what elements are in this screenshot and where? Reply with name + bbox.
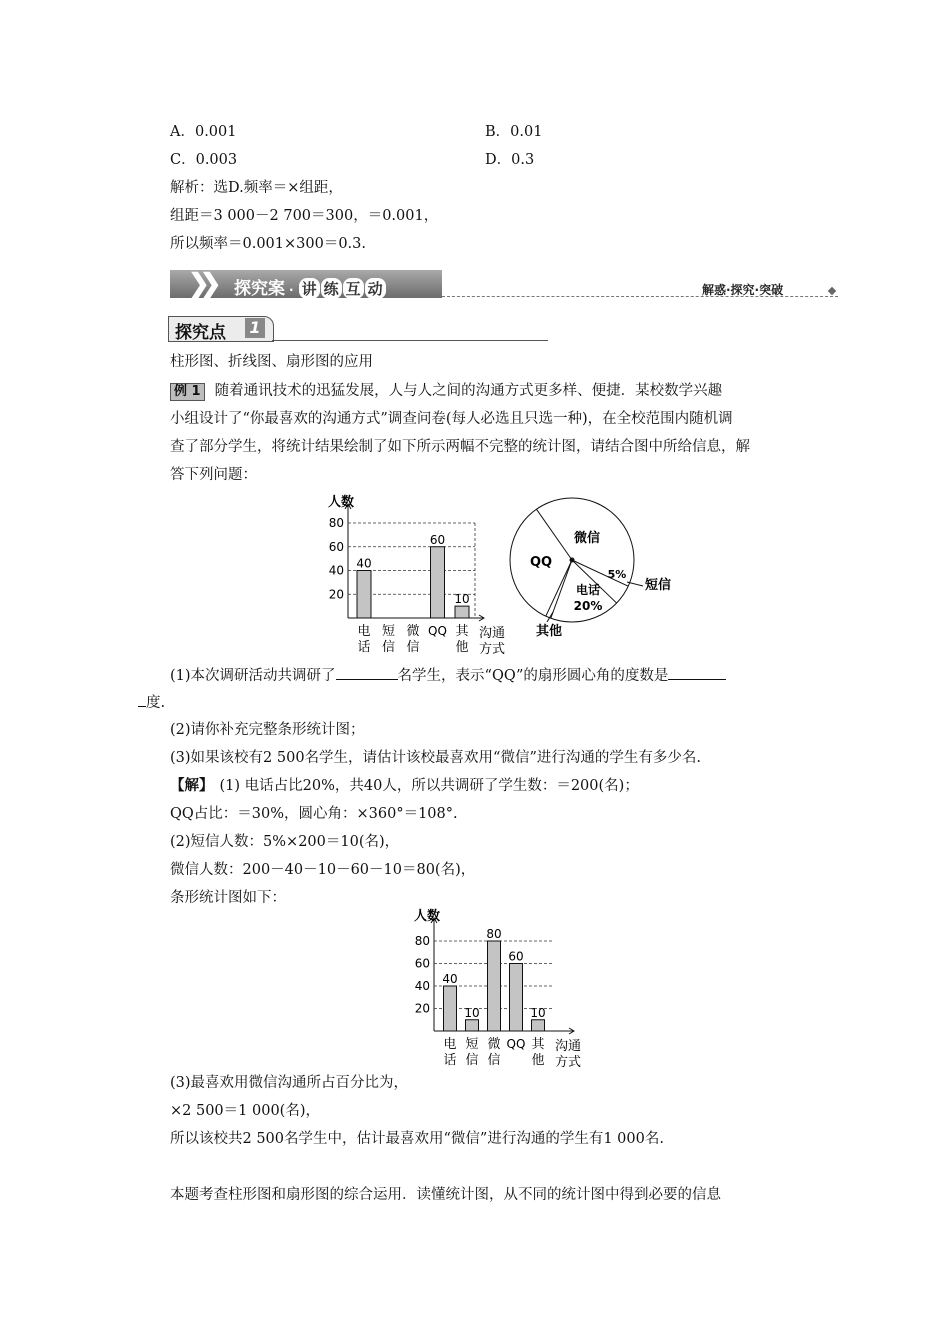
x-tick-label: 信 [465, 1053, 479, 1068]
x-tick-label: 短 [465, 1037, 479, 1052]
summary-line-1: 本题考查柱形图和扇形图的综合运用．读懂统计图，从不同的统计图中得到必要的信息 [170, 1187, 721, 1203]
bar-value-label: 40 [356, 556, 372, 571]
bar-微信 [488, 941, 501, 1031]
x-tick-label: 其 [455, 624, 469, 639]
y-tick-label: 80 [414, 934, 430, 948]
y-axis-label: 人数 [328, 495, 355, 510]
x-tick-label: 短 [381, 624, 396, 639]
answer-blank-1[interactable] [336, 665, 398, 680]
example-line-4: 答下列问题： [170, 467, 257, 483]
pie-chart [505, 488, 680, 648]
question-2: (2)请你补充完整条形统计图； [170, 722, 365, 738]
y-tick-label: 60 [414, 956, 430, 971]
bar-电话 [357, 571, 371, 619]
y-axis-label: 人数 [414, 909, 441, 924]
x-axis-label: 沟通 [478, 626, 506, 641]
x-tick-label: 话 [357, 640, 371, 655]
x-tick-label: 信 [381, 640, 396, 655]
bar-value-label: 10 [464, 1005, 480, 1020]
bar-value-label: 10 [530, 1005, 546, 1020]
option-c: C．0.003 [170, 152, 238, 168]
bar-value-label: 60 [508, 949, 524, 964]
x-tick-label: QQ [428, 624, 447, 638]
x-tick-label: 电 [443, 1037, 457, 1052]
question-1: (1)本次调研活动共调研了 名学生，表示“QQ”的扇形圆心角的度数是 [170, 665, 726, 686]
bar-value-label: 40 [442, 972, 458, 986]
chevron-right-icon: ❯❯ [188, 269, 212, 299]
bar-QQ [431, 547, 445, 618]
solution-tag: 【解】 [170, 777, 214, 794]
x-axis-label: 沟通 [554, 1039, 582, 1054]
solution-line-1: 【解】 (1) 电话占比20%，共40人，所以共调研了学生数：＝200(名)； [170, 777, 639, 794]
diamond-icon [828, 287, 836, 295]
pie-label-other: 其他 [535, 624, 563, 639]
bar-chart-incomplete [300, 488, 520, 664]
analysis-line-2: 组距＝3 000－2 700＝300，＝0.001， [170, 208, 439, 224]
y-tick-label: 60 [328, 539, 344, 554]
pie-label-sms: 短信 [645, 578, 672, 593]
question-1-tail: 度. [138, 692, 165, 713]
solution-line-8: 所以该校共2 500名学生中，估计最喜欢用“微信”进行沟通的学生有1 000名. [170, 1131, 664, 1147]
x-tick-label: 他 [531, 1053, 545, 1068]
pie-center [570, 558, 575, 563]
option-a: A．0.001 [170, 124, 237, 140]
x-tick-label: 信 [406, 640, 420, 655]
section-topic: 柱形图、折线图、扇形图的应用 [170, 354, 373, 370]
analysis-line-3: 所以频率＝0.001×300＝0.3. [170, 236, 367, 252]
bar-QQ [510, 964, 523, 1032]
bar-chart-complete [398, 908, 588, 1072]
y-tick-label: 80 [328, 516, 344, 530]
solution-line-3: (2)短信人数：5%×200＝10(名)， [170, 834, 400, 850]
x-tick-label: 话 [443, 1053, 457, 1068]
bar-value-label: 60 [429, 532, 446, 547]
x-tick-label: 其 [531, 1037, 545, 1052]
pie-label-wechat: 微信 [573, 531, 601, 546]
explore-point-rule [272, 340, 548, 341]
bar-其他 [532, 1020, 545, 1031]
pie-label-phone-pct: 20% [573, 599, 603, 613]
explore-point-number: 1 [245, 318, 265, 338]
x-tick-label: 信 [487, 1053, 501, 1068]
x-tick-label: 电 [357, 624, 371, 639]
x-tick-label: QQ [506, 1037, 526, 1051]
y-tick-label: 40 [328, 563, 344, 578]
solution-line-2: QQ占比：＝30%，圆心角：×360°＝108°. [170, 806, 458, 822]
solution-line-6: (3)最喜欢用微信沟通所占百分比为， [170, 1075, 409, 1091]
pie-label-qq: QQ [529, 555, 553, 570]
bar-其他 [455, 606, 469, 618]
y-tick-label: 20 [328, 587, 344, 602]
banner-title: 探究案 · 讲 练 互 动 [234, 274, 386, 299]
example-line-1: 例 1 随着通讯技术的迅猛发展，人与人之间的沟通方式更多样、便捷．某校数学兴趣 [170, 381, 722, 401]
pie-label-sms-pct: 5% [607, 568, 627, 581]
x-axis-label: 方式 [478, 642, 506, 657]
solution-line-7: ×2 500＝1 000(名)， [170, 1103, 320, 1119]
bar-value-label: 80 [486, 927, 502, 941]
question-3: (3)如果该校有2 500名学生，请估计该校最喜欢用“微信”进行沟通的学生有多少名. [170, 750, 701, 766]
example-line-2: 小组设计了“你最喜欢的沟通方式”调查问卷(每人必选且只选一种)，在全校范围内随机调 [170, 411, 733, 427]
analysis-line-1: 解析：选D.频率＝×组距， [170, 180, 343, 196]
x-tick-label: 他 [455, 640, 469, 655]
example-line-3: 查了部分学生，将统计结果绘制了如下所示两幅不完整的统计图，请结合图中所给信息，解 [170, 439, 750, 455]
pie-label-phone: 电话 [575, 583, 601, 597]
solution-line-4: 微信人数：200－40－10－60－10＝80(名)， [170, 862, 476, 878]
explore-point-label: 探究点 [175, 323, 226, 343]
banner-right-caption: 解惑·探究·突破 [702, 283, 784, 297]
option-d: D．0.3 [485, 152, 535, 168]
bar-短信 [466, 1020, 479, 1031]
bar-电话 [444, 986, 457, 1031]
option-b: B．0.01 [485, 124, 543, 140]
x-axis-label: 方式 [554, 1055, 582, 1070]
y-tick-label: 20 [414, 1001, 430, 1016]
x-tick-label: 微 [406, 624, 420, 639]
x-tick-label: 微 [487, 1037, 501, 1052]
solution-line-5: 条形统计图如下： [170, 890, 286, 906]
example-tag: 例 1 [170, 383, 205, 401]
section-banner [170, 270, 442, 298]
bar-value-label: 10 [454, 592, 470, 607]
answer-blank-2[interactable] [668, 665, 726, 680]
y-tick-label: 40 [414, 979, 430, 993]
explore-point-header [168, 316, 274, 342]
